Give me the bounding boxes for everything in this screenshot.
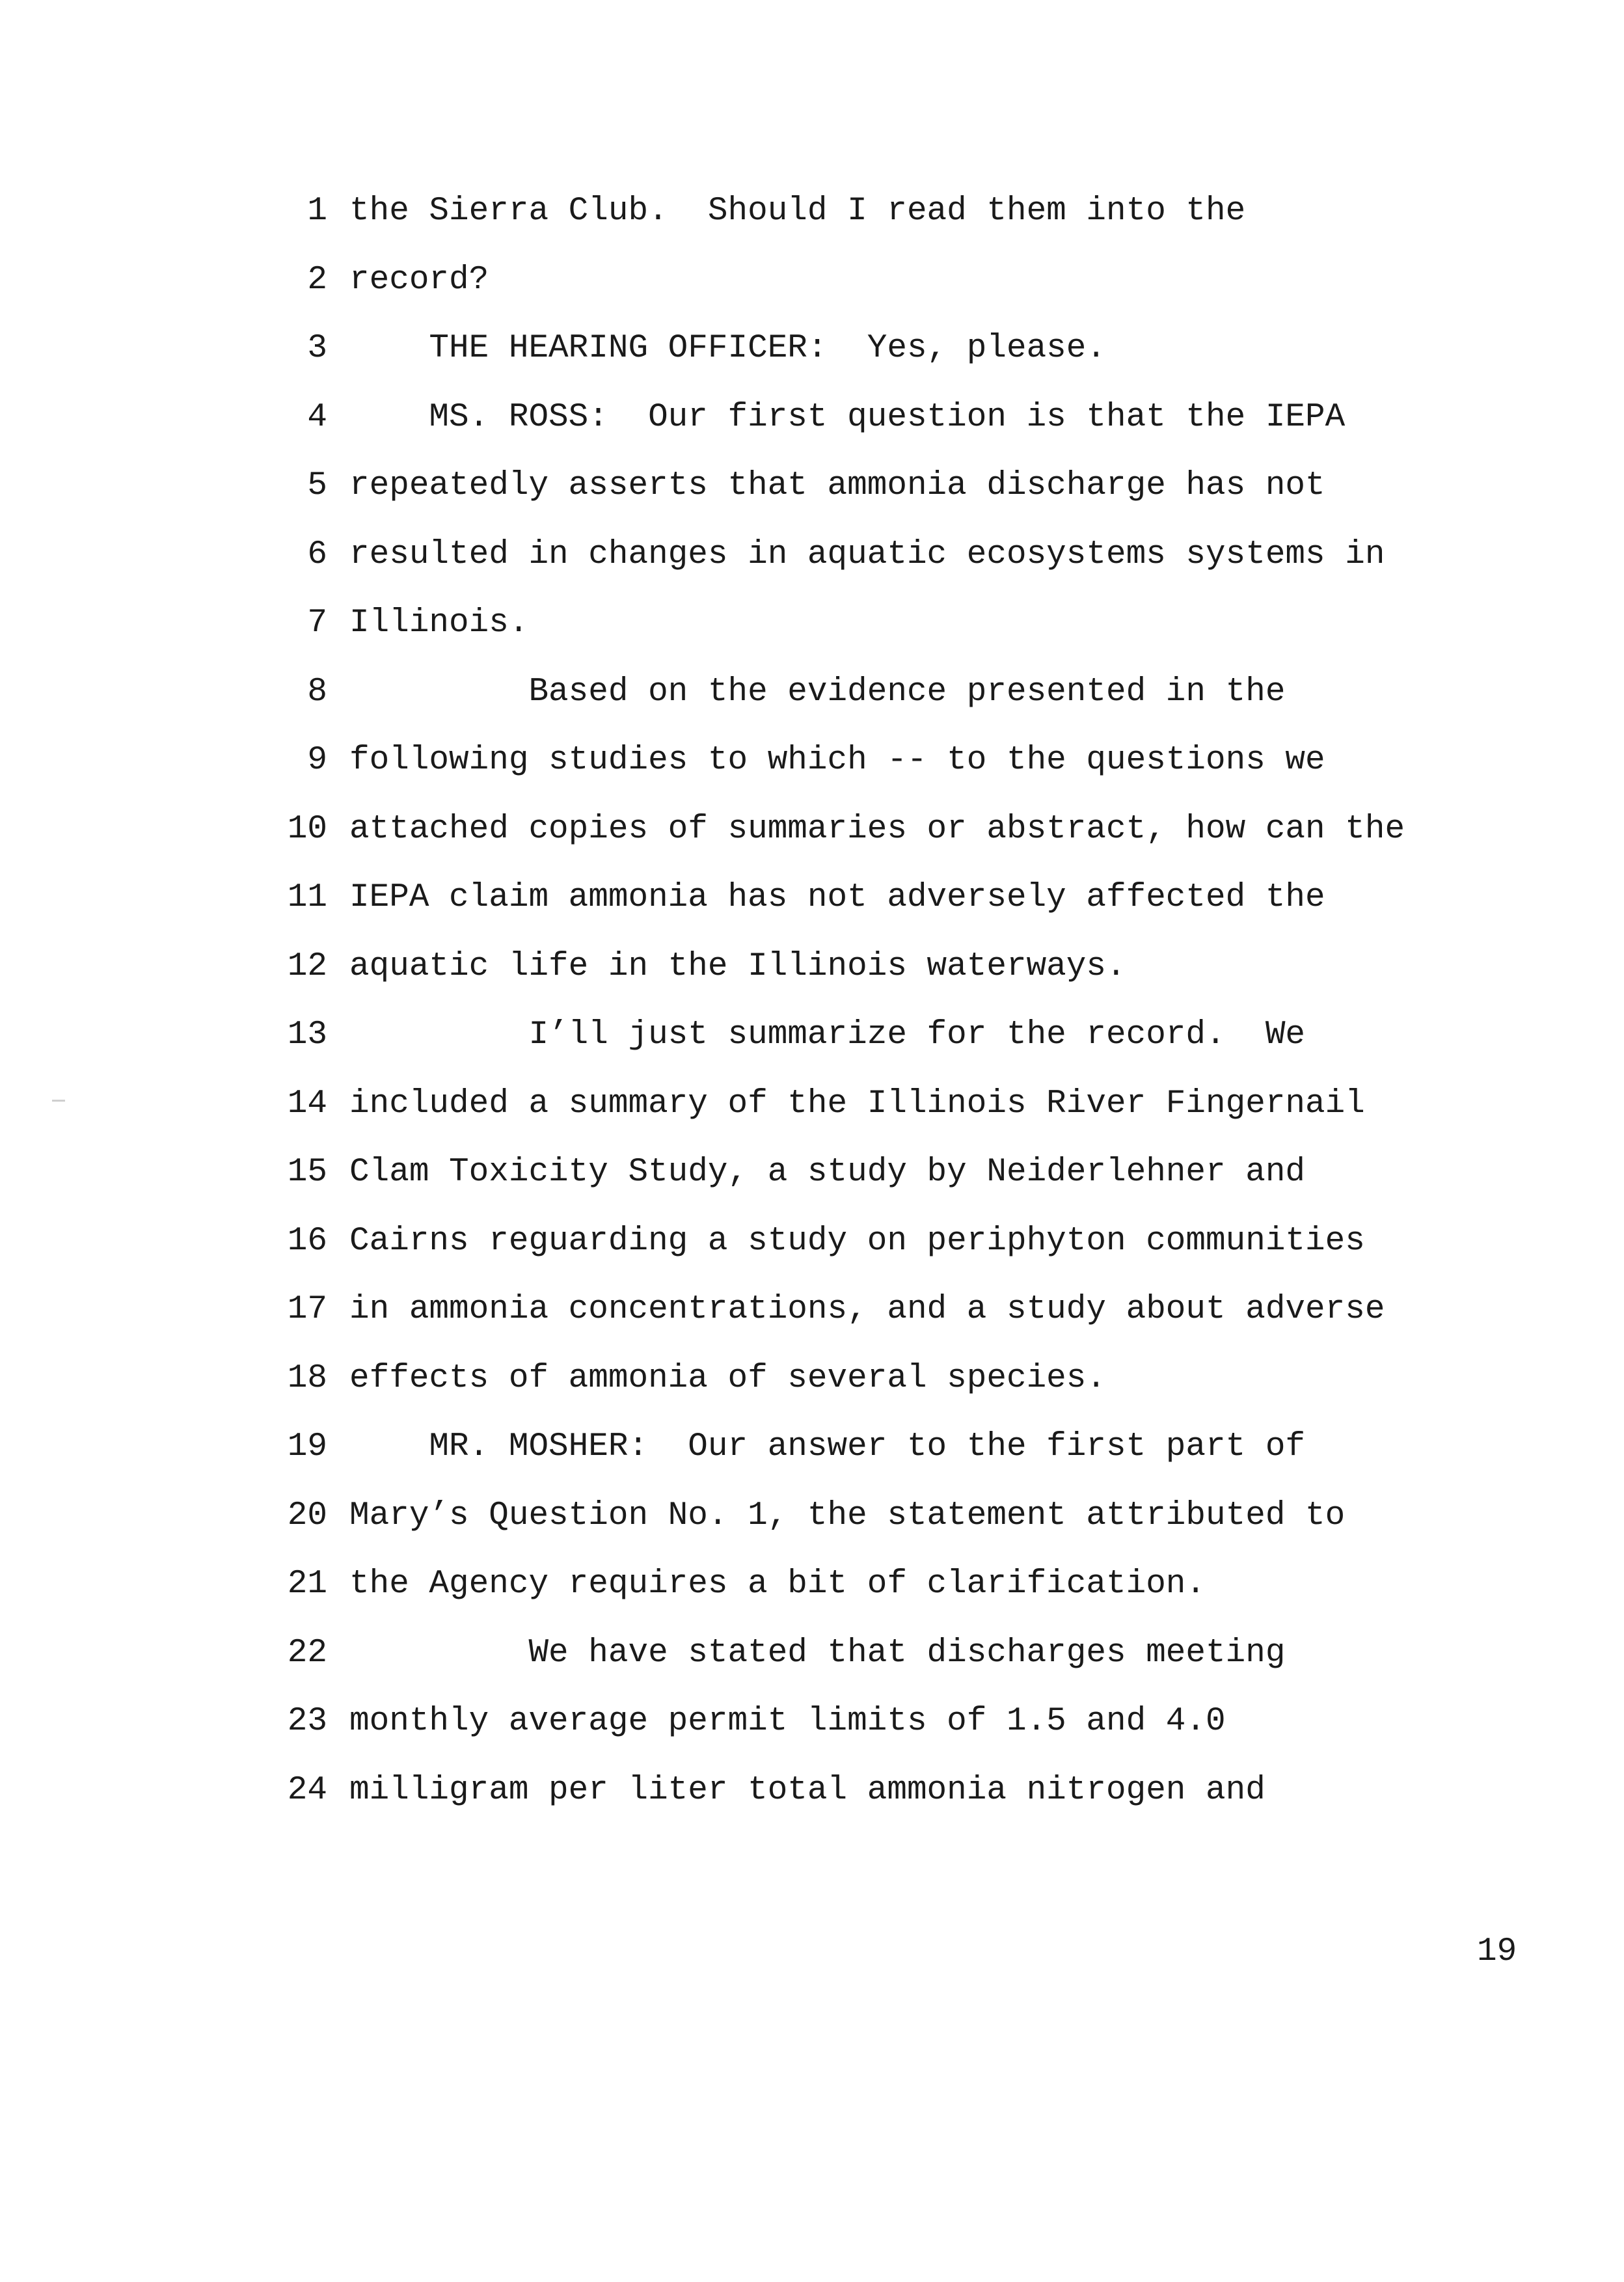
line-text: attached copies of summaries or abstract, how can the	[349, 811, 1405, 848]
line-text: aquatic life in the Illinois waterways.	[349, 948, 1126, 985]
transcript-line	[0, 865, 1624, 930]
line-text: MS. ROSS: Our first question is that the IEPA	[349, 399, 1346, 436]
line-text: I’ll just summarize for the record. We	[349, 1016, 1306, 1053]
transcript-line	[0, 179, 1624, 244]
line-number: 16	[287, 1223, 327, 1260]
transcript-line	[0, 385, 1624, 450]
line-text: record?	[349, 262, 489, 299]
line-number: 14	[287, 1085, 327, 1122]
line-number: 13	[287, 1016, 327, 1053]
line-number: 17	[287, 1291, 327, 1328]
line-number: 20	[287, 1497, 327, 1534]
line-number: 11	[287, 879, 327, 916]
line-text: Based on the evidence presented in the	[349, 673, 1286, 711]
line-number: 7	[307, 604, 327, 642]
transcript-line	[0, 728, 1624, 793]
transcript-line	[0, 1758, 1624, 1823]
line-number: 5	[307, 467, 327, 504]
transcript-line	[0, 660, 1624, 725]
line-number: 1	[307, 193, 327, 230]
line-text: IEPA claim ammonia has not adversely affected the	[349, 879, 1325, 916]
line-number: 10	[287, 811, 327, 848]
line-text: MR. MOSHER: Our answer to the first part of	[349, 1428, 1306, 1465]
line-text: following studies to which -- to the questions we	[349, 742, 1325, 779]
line-number: 19	[287, 1428, 327, 1465]
line-number: 24	[287, 1772, 327, 1809]
line-number: 8	[307, 673, 327, 711]
line-number: 12	[287, 948, 327, 985]
transcript-line	[0, 1003, 1624, 1068]
transcript-line	[0, 1140, 1624, 1205]
line-text: Mary’s Question No. 1, the statement attributed to	[349, 1497, 1346, 1534]
line-text: effects of ammonia of several species.	[349, 1360, 1106, 1397]
line-text: included a summary of the Illinois River Fingernail	[349, 1085, 1365, 1122]
transcript-line	[0, 1346, 1624, 1411]
transcript-line	[0, 316, 1624, 381]
transcript-line	[0, 523, 1624, 588]
page-number: 19	[1477, 1933, 1517, 1970]
line-number: 18	[287, 1360, 327, 1397]
transcript-line	[0, 1209, 1624, 1274]
line-text: the Agency requires a bit of clarification.	[349, 1566, 1206, 1603]
transcript-line	[0, 1689, 1624, 1754]
transcript-line	[0, 1415, 1624, 1480]
transcript-line	[0, 248, 1624, 313]
line-text: the Sierra Club. Should I read them into the	[349, 193, 1246, 230]
transcript-line	[0, 454, 1624, 519]
transcript-line	[0, 934, 1624, 999]
line-number: 15	[287, 1154, 327, 1191]
line-number: 6	[307, 536, 327, 573]
transcript-line	[0, 1484, 1624, 1549]
transcript-line	[0, 1621, 1624, 1686]
line-text: Cairns reguarding a study on periphyton communities	[349, 1223, 1365, 1260]
line-number: 9	[307, 742, 327, 779]
line-text: We have stated that discharges meeting	[349, 1635, 1286, 1672]
line-text: milligram per liter total ammonia nitrogen and	[349, 1772, 1265, 1809]
line-number: 2	[307, 262, 327, 299]
line-number: 23	[287, 1703, 327, 1740]
line-text: Illinois.	[349, 604, 529, 642]
line-text: monthly average permit limits of 1.5 and 4.0	[349, 1703, 1226, 1740]
transcript-line	[0, 797, 1624, 862]
line-text: THE HEARING OFFICER: Yes, please.	[349, 330, 1106, 367]
transcript-line	[0, 1072, 1624, 1137]
line-number: 22	[287, 1635, 327, 1672]
line-number: 3	[307, 330, 327, 367]
line-number: 21	[287, 1566, 327, 1603]
transcript-line	[0, 591, 1624, 656]
transcript-line	[0, 1552, 1624, 1617]
line-number: 4	[307, 399, 327, 436]
line-text: resulted in changes in aquatic ecosystems systems in	[349, 536, 1385, 573]
transcript-line	[0, 1277, 1624, 1342]
line-text: repeatedly asserts that ammonia discharge has not	[349, 467, 1325, 504]
scan-mark	[52, 1100, 65, 1102]
line-text: in ammonia concentrations, and a study about adverse	[349, 1291, 1385, 1328]
line-text: Clam Toxicity Study, a study by Neiderlehner and	[349, 1154, 1306, 1191]
